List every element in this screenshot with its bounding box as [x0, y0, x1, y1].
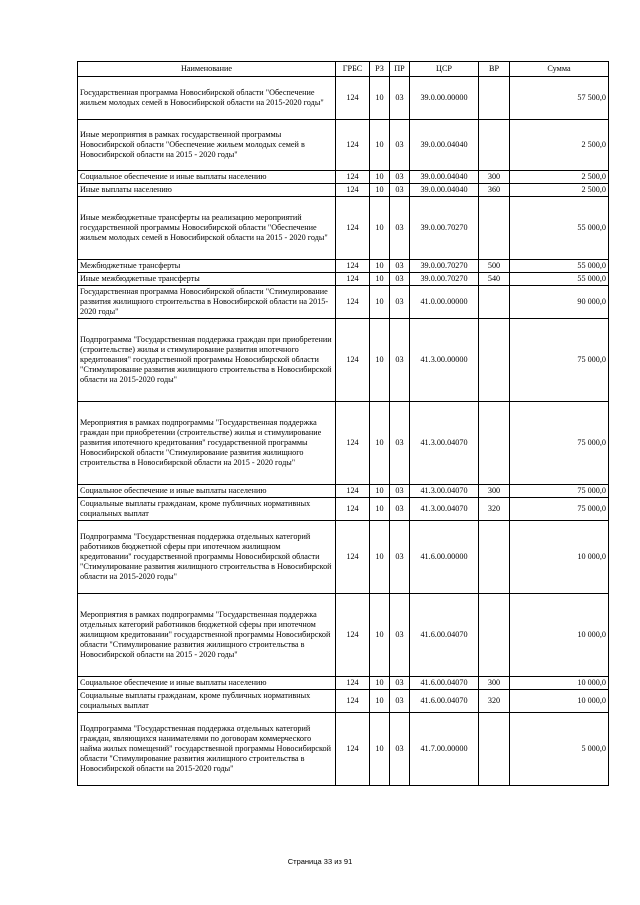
- table-row: [78, 171, 609, 184]
- cell-sum: 10 000,0: [510, 521, 609, 594]
- header-csr: ЦСР: [410, 62, 479, 77]
- table-row: [78, 197, 609, 260]
- cell-pr: 03: [390, 171, 410, 184]
- cell-sum: 10 000,0: [510, 677, 609, 690]
- cell-rz: 10: [370, 713, 390, 786]
- cell-vr: 320: [479, 690, 510, 713]
- cell-grbs: 124: [336, 260, 370, 273]
- cell-sum: 10 000,0: [510, 594, 609, 677]
- cell-sum: 55 000,0: [510, 260, 609, 273]
- cell-name: Межбюджетные трансферты: [78, 260, 336, 273]
- table-row: [78, 690, 609, 713]
- cell-pr: 03: [390, 485, 410, 498]
- cell-sum: 2 500,0: [510, 120, 609, 171]
- header-sum: Сумма: [510, 62, 609, 77]
- table-row: [78, 77, 609, 120]
- header-grbs: ГРБС: [336, 62, 370, 77]
- table-row: [78, 594, 609, 677]
- cell-grbs: 124: [336, 77, 370, 120]
- cell-sum: 55 000,0: [510, 197, 609, 260]
- table-row: [78, 120, 609, 171]
- cell-name: Подпрограмма "Государственная поддержка граждан при приобретении (строительстве) жилья и стимулирование развития ипотечного кредитования" государственной программы Новосибирской области "Стимулирование развития жилищного строительства в Новосибирской области на 2015-2020 годы": [78, 319, 336, 402]
- cell-rz: 10: [370, 273, 390, 286]
- cell-rz: 10: [370, 77, 390, 120]
- cell-sum: 2 500,0: [510, 184, 609, 197]
- cell-csr: 41.7.00.00000: [410, 713, 479, 786]
- table-row: [78, 498, 609, 521]
- cell-rz: 10: [370, 197, 390, 260]
- table-row: [78, 260, 609, 273]
- cell-grbs: 124: [336, 319, 370, 402]
- cell-rz: 10: [370, 319, 390, 402]
- cell-vr: 300: [479, 677, 510, 690]
- cell-rz: 10: [370, 260, 390, 273]
- cell-rz: 10: [370, 485, 390, 498]
- header-pr: ПР: [390, 62, 410, 77]
- cell-grbs: 124: [336, 713, 370, 786]
- cell-csr: 39.0.00.00000: [410, 77, 479, 120]
- cell-name: Социальные выплаты гражданам, кроме публичных нормативных социальных выплат: [78, 498, 336, 521]
- cell-grbs: 124: [336, 690, 370, 713]
- cell-vr: [479, 77, 510, 120]
- cell-grbs: 124: [336, 171, 370, 184]
- cell-rz: 10: [370, 498, 390, 521]
- cell-pr: 03: [390, 713, 410, 786]
- table-header-row: [78, 62, 609, 77]
- cell-vr: 360: [479, 184, 510, 197]
- cell-csr: 41.6.00.04070: [410, 677, 479, 690]
- cell-sum: 55 000,0: [510, 273, 609, 286]
- cell-name: Государственная программа Новосибирской области "Обеспечение жильем молодых семей в Новосибирской области на 2015-2020 годы": [78, 77, 336, 120]
- cell-pr: 03: [390, 286, 410, 319]
- cell-pr: 03: [390, 273, 410, 286]
- cell-vr: [479, 120, 510, 171]
- cell-rz: 10: [370, 521, 390, 594]
- cell-rz: 10: [370, 690, 390, 713]
- cell-name: Иные мероприятия в рамках государственной программы Новосибирской области "Обеспечение жильем молодых семей в Новосибирской области на 2015 - 2020 годы": [78, 120, 336, 171]
- cell-name: Мероприятия в рамках подпрограммы "Государственная поддержка отдельных категорий работников бюджетной сферы при ипотечном жилищном кредитовании" государственной программы Новосибирской области "Стимулирование развития жилищного строительства в Новосибирской области на 2015 - 2020 годы": [78, 594, 336, 677]
- table-row: [78, 677, 609, 690]
- cell-sum: 75 000,0: [510, 498, 609, 521]
- table-row: [78, 273, 609, 286]
- cell-grbs: 124: [336, 197, 370, 260]
- cell-vr: [479, 521, 510, 594]
- cell-vr: 300: [479, 485, 510, 498]
- cell-vr: 540: [479, 273, 510, 286]
- cell-vr: [479, 402, 510, 485]
- cell-name: Иные межбюджетные трансферты: [78, 273, 336, 286]
- cell-name: Социальное обеспечение и иные выплаты населению: [78, 171, 336, 184]
- cell-grbs: 124: [336, 498, 370, 521]
- cell-csr: 39.0.00.70270: [410, 197, 479, 260]
- cell-csr: 39.0.00.04040: [410, 120, 479, 171]
- cell-sum: 75 000,0: [510, 485, 609, 498]
- table-row: [78, 402, 609, 485]
- cell-rz: 10: [370, 171, 390, 184]
- cell-vr: [479, 594, 510, 677]
- cell-pr: 03: [390, 498, 410, 521]
- cell-pr: 03: [390, 521, 410, 594]
- cell-vr: 320: [479, 498, 510, 521]
- table-row: [78, 184, 609, 197]
- cell-grbs: 124: [336, 594, 370, 677]
- cell-rz: 10: [370, 184, 390, 197]
- cell-name: Государственная программа Новосибирской области "Стимулирование развития жилищного строительства в Новосибирской области на 2015-2020 годы": [78, 286, 336, 319]
- cell-sum: 2 500,0: [510, 171, 609, 184]
- cell-pr: 03: [390, 120, 410, 171]
- header-name: Наименование: [78, 62, 336, 77]
- page-number: Страница 33 из 91: [287, 857, 353, 866]
- cell-vr: [479, 713, 510, 786]
- cell-grbs: 124: [336, 402, 370, 485]
- cell-sum: 10 000,0: [510, 690, 609, 713]
- cell-name: Социальное обеспечение и иные выплаты населению: [78, 485, 336, 498]
- cell-csr: 41.6.00.00000: [410, 521, 479, 594]
- cell-csr: 41.3.00.04070: [410, 485, 479, 498]
- cell-csr: 39.0.00.70270: [410, 260, 479, 273]
- cell-vr: 500: [479, 260, 510, 273]
- cell-pr: 03: [390, 260, 410, 273]
- cell-pr: 03: [390, 77, 410, 120]
- cell-pr: 03: [390, 319, 410, 402]
- table-row: [78, 319, 609, 402]
- cell-name: Иные выплаты населению: [78, 184, 336, 197]
- cell-sum: 57 500,0: [510, 77, 609, 120]
- cell-sum: 75 000,0: [510, 402, 609, 485]
- cell-pr: 03: [390, 677, 410, 690]
- cell-grbs: 124: [336, 677, 370, 690]
- cell-rz: 10: [370, 677, 390, 690]
- cell-grbs: 124: [336, 286, 370, 319]
- cell-pr: 03: [390, 594, 410, 677]
- cell-name: Подпрограмма "Государственная поддержка отдельных категорий работников бюджетной сферы при ипотечном жилищном кредитовании" государственной программы Новосибирской области "Стимулирование развития жилищного строительства в Новосибирской области на 2015-2020 годы": [78, 521, 336, 594]
- table-row: [78, 713, 609, 786]
- cell-rz: 10: [370, 402, 390, 485]
- cell-grbs: 124: [336, 521, 370, 594]
- header-rz: РЗ: [370, 62, 390, 77]
- cell-pr: 03: [390, 690, 410, 713]
- cell-csr: 41.3.00.00000: [410, 319, 479, 402]
- table-row: [78, 286, 609, 319]
- cell-csr: 39.0.00.04040: [410, 184, 479, 197]
- cell-name: Иные межбюджетные трансферты на реализацию мероприятий государственной программы Новосибирской области "Обеспечение жильем молодых семей в Новосибирской области на 2015 - 2020 годы": [78, 197, 336, 260]
- cell-grbs: 124: [336, 273, 370, 286]
- cell-vr: [479, 286, 510, 319]
- table-row: [78, 521, 609, 594]
- cell-grbs: 124: [336, 184, 370, 197]
- cell-rz: 10: [370, 286, 390, 319]
- cell-pr: 03: [390, 184, 410, 197]
- cell-sum: 90 000,0: [510, 286, 609, 319]
- cell-rz: 10: [370, 594, 390, 677]
- cell-csr: 39.0.00.04040: [410, 171, 479, 184]
- budget-table: [77, 61, 609, 786]
- cell-csr: 41.6.00.04070: [410, 690, 479, 713]
- cell-sum: 5 000,0: [510, 713, 609, 786]
- cell-name: Подпрограмма "Государственная поддержка отдельных категорий граждан, являющихся нанимателями по договорам коммерческого найма жилых помещений" государственной программы Новосибирской области "Стимулирование развития жилищного строительства в Новосибирской области на 2015-2020 годы": [78, 713, 336, 786]
- cell-sum: 75 000,0: [510, 319, 609, 402]
- cell-csr: 39.0.00.70270: [410, 273, 479, 286]
- cell-vr: [479, 319, 510, 402]
- cell-vr: 300: [479, 171, 510, 184]
- cell-csr: 41.3.00.04070: [410, 498, 479, 521]
- cell-csr: 41.3.00.04070: [410, 402, 479, 485]
- cell-pr: 03: [390, 197, 410, 260]
- table-row: [78, 485, 609, 498]
- cell-grbs: 124: [336, 485, 370, 498]
- cell-pr: 03: [390, 402, 410, 485]
- cell-name: Социальные выплаты гражданам, кроме публичных нормативных социальных выплат: [78, 690, 336, 713]
- cell-rz: 10: [370, 120, 390, 171]
- cell-grbs: 124: [336, 120, 370, 171]
- cell-name: Мероприятия в рамках подпрограммы "Государственная поддержка граждан при приобретении (строительстве) жилья и стимулирование развития ипотечного кредитования" государственной программы Новосибирской области "Стимулирование развития жилищного строительства в Новосибирской области на 2015 - 2020 годы": [78, 402, 336, 485]
- cell-name: Социальное обеспечение и иные выплаты населению: [78, 677, 336, 690]
- cell-vr: [479, 197, 510, 260]
- header-vr: ВР: [479, 62, 510, 77]
- cell-csr: 41.0.00.00000: [410, 286, 479, 319]
- cell-csr: 41.6.00.04070: [410, 594, 479, 677]
